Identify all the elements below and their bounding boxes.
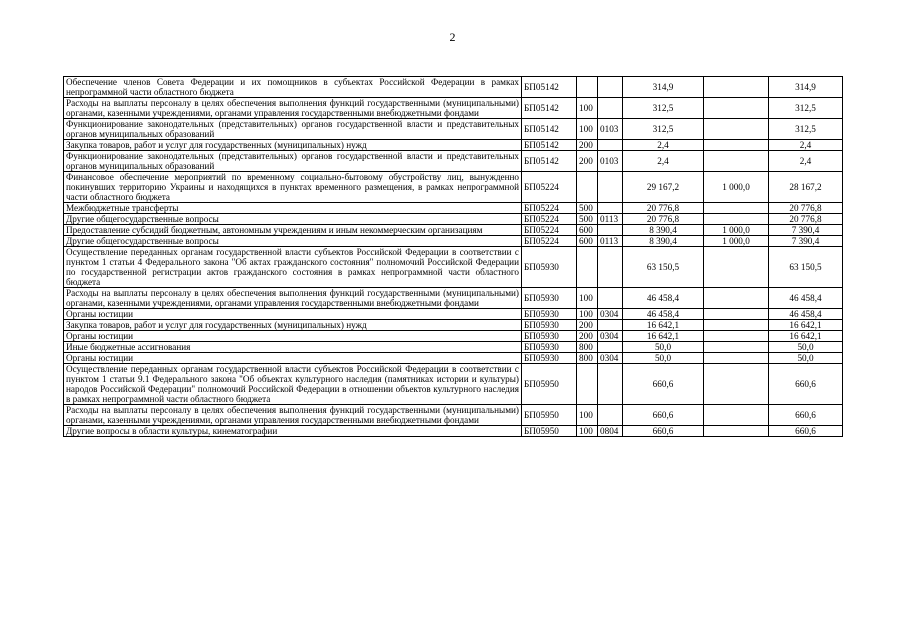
row-amount-result: 50,0 [769,342,843,353]
row-amount-change [704,405,769,426]
row-expense-type: 100 [577,288,598,309]
row-name: Другие вопросы в области культуры, кинематографии [64,426,522,437]
budget-table-body [64,77,843,437]
row-amount-total: 63 150,5 [623,247,704,288]
row-name: Финансовое обеспечение мероприятий по временному социально-бытовому обустройству лиц, вынужденно покинувших территорию Украины и находящихся в пунктах временного размещения, в рамках непрограммной части областного бюджета [64,172,522,203]
row-amount-result: 46 458,4 [769,288,843,309]
row-amount-change [704,309,769,320]
row-name: Функционирование законодательных (представительных) органов государственной власти и представительных органов муниципальных образований [64,151,522,172]
row-code: БП05142 [522,151,577,172]
row-amount-result: 312,5 [769,98,843,119]
row-amount-result: 2,4 [769,151,843,172]
row-amount-change: 1 000,0 [704,225,769,236]
row-expense-type: 600 [577,236,598,247]
row-code: БП05930 [522,309,577,320]
row-section: 0113 [598,236,623,247]
row-code: БП05950 [522,364,577,405]
row-code: БП05142 [522,140,577,151]
row-amount-total: 46 458,4 [623,309,704,320]
row-amount-result: 16 642,1 [769,320,843,331]
table-row [64,203,843,214]
row-expense-type [577,364,598,405]
row-section [598,77,623,98]
row-amount-total: 660,6 [623,426,704,437]
row-amount-total: 29 167,2 [623,172,704,203]
row-amount-result: 7 390,4 [769,236,843,247]
row-expense-type [577,247,598,288]
row-name: Другие общегосударственные вопросы [64,214,522,225]
row-code: БП05930 [522,331,577,342]
table-row [64,320,843,331]
table-row [64,342,843,353]
row-amount-total: 46 458,4 [623,288,704,309]
row-expense-type: 600 [577,225,598,236]
row-amount-change [704,214,769,225]
row-code: БП05142 [522,77,577,98]
table-row [64,98,843,119]
row-name: Органы юстиции [64,331,522,342]
row-code: БП05950 [522,426,577,437]
row-amount-total: 50,0 [623,342,704,353]
row-amount-change [704,140,769,151]
row-expense-type: 200 [577,151,598,172]
row-name: Иные бюджетные ассигнования [64,342,522,353]
row-section: 0103 [598,119,623,140]
row-amount-result: 46 458,4 [769,309,843,320]
row-name: Другие общегосударственные вопросы [64,236,522,247]
row-name: Органы юстиции [64,353,522,364]
row-name: Обеспечение членов Совета Федерации и их помощников в субъектах Российской Федерации в рамках непрограммной части областного бюджета [64,77,522,98]
row-expense-type: 200 [577,320,598,331]
table-row [64,119,843,140]
table-row [64,353,843,364]
row-amount-result: 2,4 [769,140,843,151]
row-code: БП05224 [522,225,577,236]
table-row [64,77,843,98]
row-code: БП05142 [522,119,577,140]
row-name: Межбюджетные трансферты [64,203,522,214]
row-amount-total: 20 776,8 [623,203,704,214]
row-amount-change: 1 000,0 [704,236,769,247]
row-code: БП05142 [522,98,577,119]
row-expense-type: 800 [577,353,598,364]
table-row [64,426,843,437]
row-expense-type: 200 [577,140,598,151]
row-amount-result: 20 776,8 [769,214,843,225]
row-code: БП05930 [522,247,577,288]
row-amount-change [704,98,769,119]
row-amount-result: 660,6 [769,364,843,405]
row-amount-change [704,342,769,353]
row-amount-total: 8 390,4 [623,225,704,236]
row-amount-change: 1 000,0 [704,172,769,203]
table-row [64,151,843,172]
row-name: Закупка товаров, работ и услуг для государственных (муниципальных) нужд [64,140,522,151]
row-name: Закупка товаров, работ и услуг для государственных (муниципальных) нужд [64,320,522,331]
row-section [598,98,623,119]
row-expense-type [577,77,598,98]
row-amount-total: 2,4 [623,140,704,151]
row-code: БП05930 [522,320,577,331]
row-amount-total: 314,9 [623,77,704,98]
row-amount-change [704,331,769,342]
row-code: БП05950 [522,405,577,426]
row-section [598,342,623,353]
row-section: 0304 [598,353,623,364]
row-section [598,405,623,426]
row-amount-result: 16 642,1 [769,331,843,342]
row-amount-total: 312,5 [623,98,704,119]
table-row [64,247,843,288]
table-row [64,225,843,236]
row-amount-change [704,364,769,405]
row-amount-total: 20 776,8 [623,214,704,225]
row-amount-total: 312,5 [623,119,704,140]
row-name: Расходы на выплаты персоналу в целях обеспечения выполнения функций государственными (муниципальными) органами, казенными учреждениями, органами управления государственными внебюджетными фондами [64,98,522,119]
row-expense-type: 100 [577,426,598,437]
row-expense-type: 100 [577,309,598,320]
row-section [598,364,623,405]
row-amount-result: 314,9 [769,77,843,98]
row-amount-change [704,203,769,214]
row-amount-change [704,320,769,331]
row-amount-total: 660,6 [623,364,704,405]
row-section: 0304 [598,309,623,320]
row-amount-result: 28 167,2 [769,172,843,203]
table-row [64,236,843,247]
row-amount-change [704,247,769,288]
budget-table [63,76,843,437]
row-amount-total: 50,0 [623,353,704,364]
row-section [598,288,623,309]
row-amount-total: 8 390,4 [623,236,704,247]
row-name: Расходы на выплаты персоналу в целях обеспечения выполнения функций государственными (муниципальными) органами, казенными учреждениями, органами управления государственными внебюджетными фондами [64,288,522,309]
row-expense-type [577,172,598,203]
row-amount-result: 63 150,5 [769,247,843,288]
row-expense-type: 100 [577,98,598,119]
table-row [64,309,843,320]
row-amount-change [704,151,769,172]
row-expense-type: 800 [577,342,598,353]
row-amount-change [704,77,769,98]
table-row [64,364,843,405]
row-section: 0804 [598,426,623,437]
row-name: Органы юстиции [64,309,522,320]
row-amount-result: 50,0 [769,353,843,364]
table-row [64,214,843,225]
row-expense-type: 100 [577,119,598,140]
table-row [64,331,843,342]
page-number: 2 [449,30,456,44]
row-code: БП05930 [522,342,577,353]
table-row [64,140,843,151]
row-amount-change [704,353,769,364]
row-section [598,203,623,214]
row-code: БП05224 [522,203,577,214]
row-amount-total: 16 642,1 [623,320,704,331]
row-code: БП05224 [522,236,577,247]
row-code: БП05930 [522,353,577,364]
row-section [598,172,623,203]
row-amount-result: 660,6 [769,405,843,426]
row-name: Расходы на выплаты персоналу в целях обеспечения выполнения функций государственными (муниципальными) органами, казенными учреждениями, органами управления государственными внебюджетными фондами [64,405,522,426]
table-row [64,405,843,426]
row-name: Осуществление переданных органам государственной власти субъектов Российской Федерации в соответствии с пунктом 1 статьи 9.1 Федерального закона "Об объектах культурного наследия (памятниках истории и культуры) народов Российской Федерации" полномочий Российской Федерации в отношении объектов культурного наследия в рамках непрограммной части областного бюджета [64,364,522,405]
row-amount-total: 660,6 [623,405,704,426]
row-code: БП05224 [522,172,577,203]
row-amount-change [704,288,769,309]
row-amount-total: 2,4 [623,151,704,172]
row-amount-result: 312,5 [769,119,843,140]
row-section: 0113 [598,214,623,225]
row-section: 0304 [598,331,623,342]
row-amount-result: 660,6 [769,426,843,437]
row-code: БП05224 [522,214,577,225]
row-name: Предоставление субсидий бюджетным, автономным учреждениям и иным некоммерческим организациям [64,225,522,236]
table-row [64,288,843,309]
row-expense-type: 500 [577,203,598,214]
row-section [598,247,623,288]
row-code: БП05930 [522,288,577,309]
row-section [598,320,623,331]
row-amount-change [704,119,769,140]
row-section: 0103 [598,151,623,172]
row-amount-total: 16 642,1 [623,331,704,342]
row-expense-type: 100 [577,405,598,426]
row-name: Функционирование законодательных (представительных) органов государственной власти и представительных органов муниципальных образований [64,119,522,140]
table-row [64,172,843,203]
row-section [598,225,623,236]
row-expense-type: 200 [577,331,598,342]
row-name: Осуществление переданных органам государственной власти субъектов Российской Федерации в соответствии с пунктом 1 статьи 4 Федерального закона "Об актах гражданского состояния" полномочий Российской Федерации по государственной регистрации актов гражданского состояния в рамках непрограммной части областного бюджета [64,247,522,288]
row-expense-type: 500 [577,214,598,225]
row-section [598,140,623,151]
row-amount-result: 20 776,8 [769,203,843,214]
row-amount-change [704,426,769,437]
row-amount-result: 7 390,4 [769,225,843,236]
